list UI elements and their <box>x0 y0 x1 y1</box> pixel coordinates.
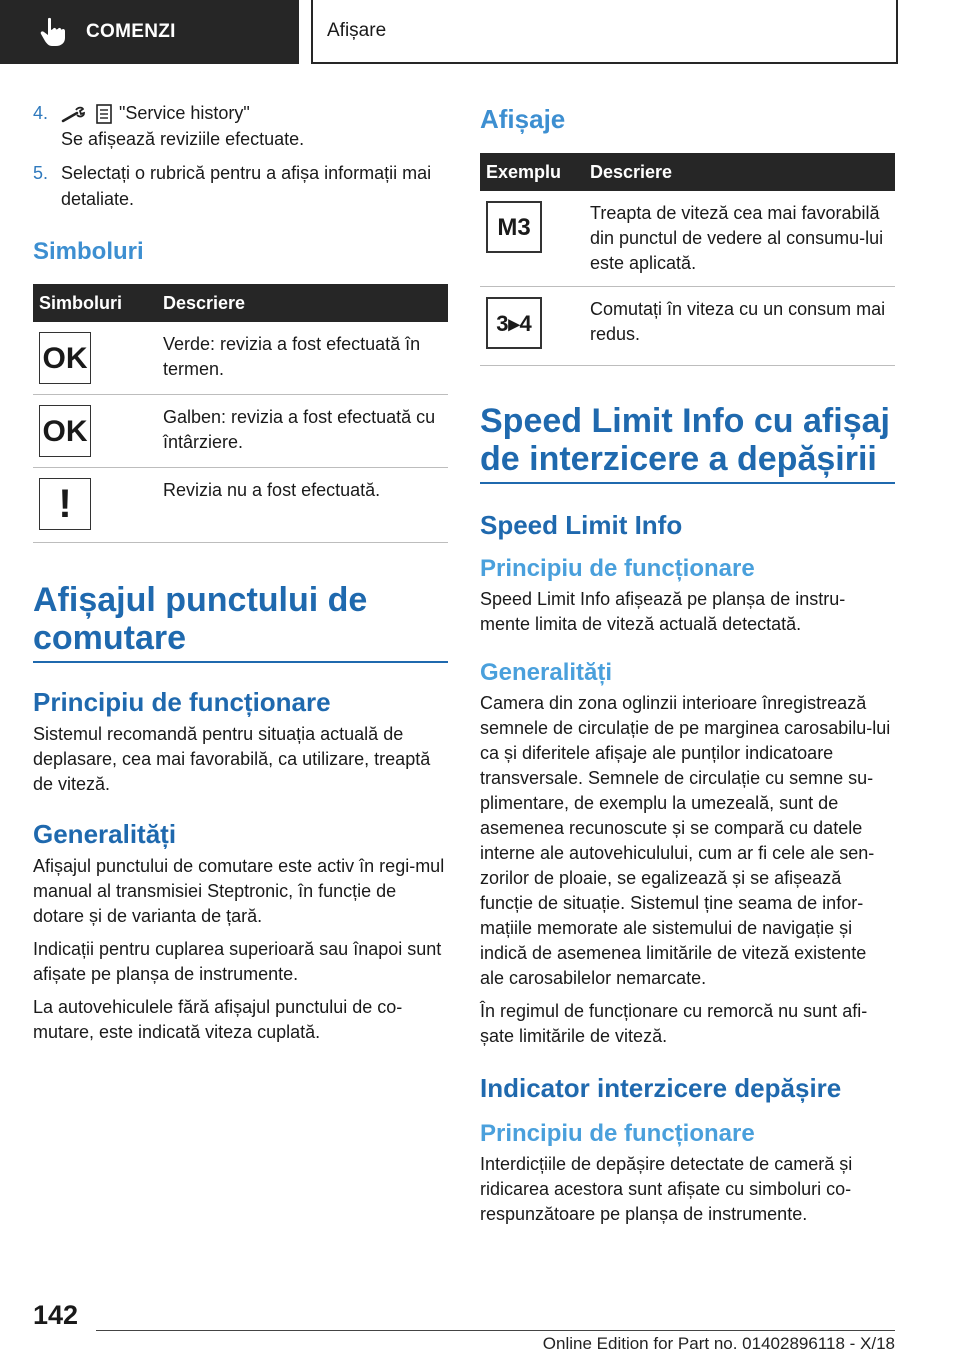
sli-principle-text: Speed Limit Info afișează pe planșa de instru-mente limita de viteză actuală detectată. <box>480 589 846 634</box>
step-4 <box>33 100 448 152</box>
table-row <box>480 287 895 366</box>
right-column <box>480 100 895 1227</box>
table-header: Descriere <box>584 153 895 191</box>
general-heading: Generalități <box>33 819 177 849</box>
edition-note: Online Edition for Part no. 01402896118 - X/18 <box>542 1334 895 1353</box>
symbols-table <box>33 284 448 543</box>
overtake-text: Interdicțiile de depășire detectate de cameră și ridicarea acestora sunt afișate cu simboluri co-respunzătoare pe planșa de instrumente. <box>480 1154 853 1224</box>
table-header: Simboluri <box>33 284 157 322</box>
table-row <box>480 191 895 287</box>
footer-rule <box>96 1330 895 1331</box>
displays-table <box>480 153 895 366</box>
speed-limit-heading: Speed Limit Info cu afișaj de interzicere a depășirii <box>480 402 890 478</box>
gear-m3-symbol: M3 <box>497 213 531 241</box>
principle-text: Sistemul recomandă pentru situația actuală de deplasare, cea mai favorabilă, ca utilizare, treaptă de viteză. <box>33 724 431 794</box>
table-header: Exemplu <box>480 153 584 191</box>
speed-limit-info-heading: Speed Limit Info <box>480 510 683 540</box>
row-description: Comutați în viteza cu un consum mai redus. <box>584 287 895 366</box>
shift-up-symbol: 3▸4 <box>496 310 532 336</box>
table-row <box>33 322 448 395</box>
service-wrench-icon <box>61 104 89 124</box>
table-row <box>33 395 448 468</box>
general-paragraph: Afișajul punctului de comutare este activ în regi-mul manual al transmisiei Steptronic, în funcție de dotare și de varianta de țară. <box>33 856 445 926</box>
sli-general-heading: Generalități <box>480 659 613 686</box>
row-description: Galben: revizia a fost efectuată cu întârziere. <box>157 395 448 468</box>
overtake-principle-heading: Principiu de funcționare <box>480 1120 755 1147</box>
step-5 <box>33 160 448 212</box>
row-description: Verde: revizia a fost efectuată în termen. <box>157 322 448 395</box>
step-number: 5. <box>33 163 49 183</box>
exclamation-symbol: ! <box>39 478 91 530</box>
pointing-hand-icon <box>40 17 66 47</box>
step-5-text: Selectați o rubrică pentru a afișa informații mai detaliate. <box>61 163 432 209</box>
ok-yellow-symbol: OK <box>39 405 91 457</box>
sli-principle-heading: Principiu de funcționare <box>480 555 755 582</box>
page-footer <box>33 1300 895 1360</box>
section-tab <box>0 0 299 64</box>
chapter-tab <box>311 0 898 64</box>
shift-indicator-heading: Afișajul punctului de comutare <box>33 581 368 657</box>
checklist-icon <box>95 103 113 125</box>
chapter-tab-label: Afișare <box>327 20 387 41</box>
step-4-text: "Service history" <box>119 103 250 123</box>
row-description: Treapta de viteză cea mai favorabilă din punctul de vedere al consumu-lui este aplicată. <box>584 191 895 287</box>
page-number: 142 <box>33 1300 79 1330</box>
table-header: Descriere <box>157 284 448 322</box>
overtake-heading: Indicator interzicere depășire <box>480 1073 842 1103</box>
displays-heading: Afișaje <box>480 104 566 134</box>
symbols-heading: Simboluri <box>33 238 144 265</box>
general-paragraph: Indicații pentru cuplarea superioară sau înapoi sunt afișate pe planșa de instrumente. <box>33 939 442 984</box>
step-4-result: Se afișează reviziile efectuate. <box>61 129 305 149</box>
ok-green-symbol: OK <box>39 332 91 384</box>
principle-heading: Principiu de funcționare <box>33 687 331 717</box>
step-number: 4. <box>33 103 49 123</box>
sli-general-paragraph: În regimul de funcționare cu remorcă nu sunt afi-șate limitările de viteză. <box>480 1001 868 1046</box>
sli-general-paragraph: Camera din zona oglinzii interioare înregistrează semnele de circulație de pe marginea carosabilu-lui ca și diferitele afișaje ale punților indicatoare transversale. Semnele de circulație cu semne su-plimentare, de exemplu la umezeală, sunt de asemenea recunoscute și se compară cu datele interne ale autovehiculului, cum ar fi cele ale sen-zorilor de ploaie, se egalizează și se afișează funcție de situație. Sistemul ține seama de infor-mațiile memorate ale sistemului de navigație și indică de asemenea limitările de viteză existente ale carosabilelor nemarcate. <box>480 693 891 988</box>
left-column <box>33 100 448 1045</box>
table-row <box>33 468 448 543</box>
general-paragraph: La autovehiculele fără afișajul punctului de co-mutare, este indicată viteza cuplată. <box>33 997 403 1042</box>
row-description: Revizia nu a fost efectuată. <box>157 468 448 543</box>
section-tab-label: COMENZI <box>86 21 176 42</box>
